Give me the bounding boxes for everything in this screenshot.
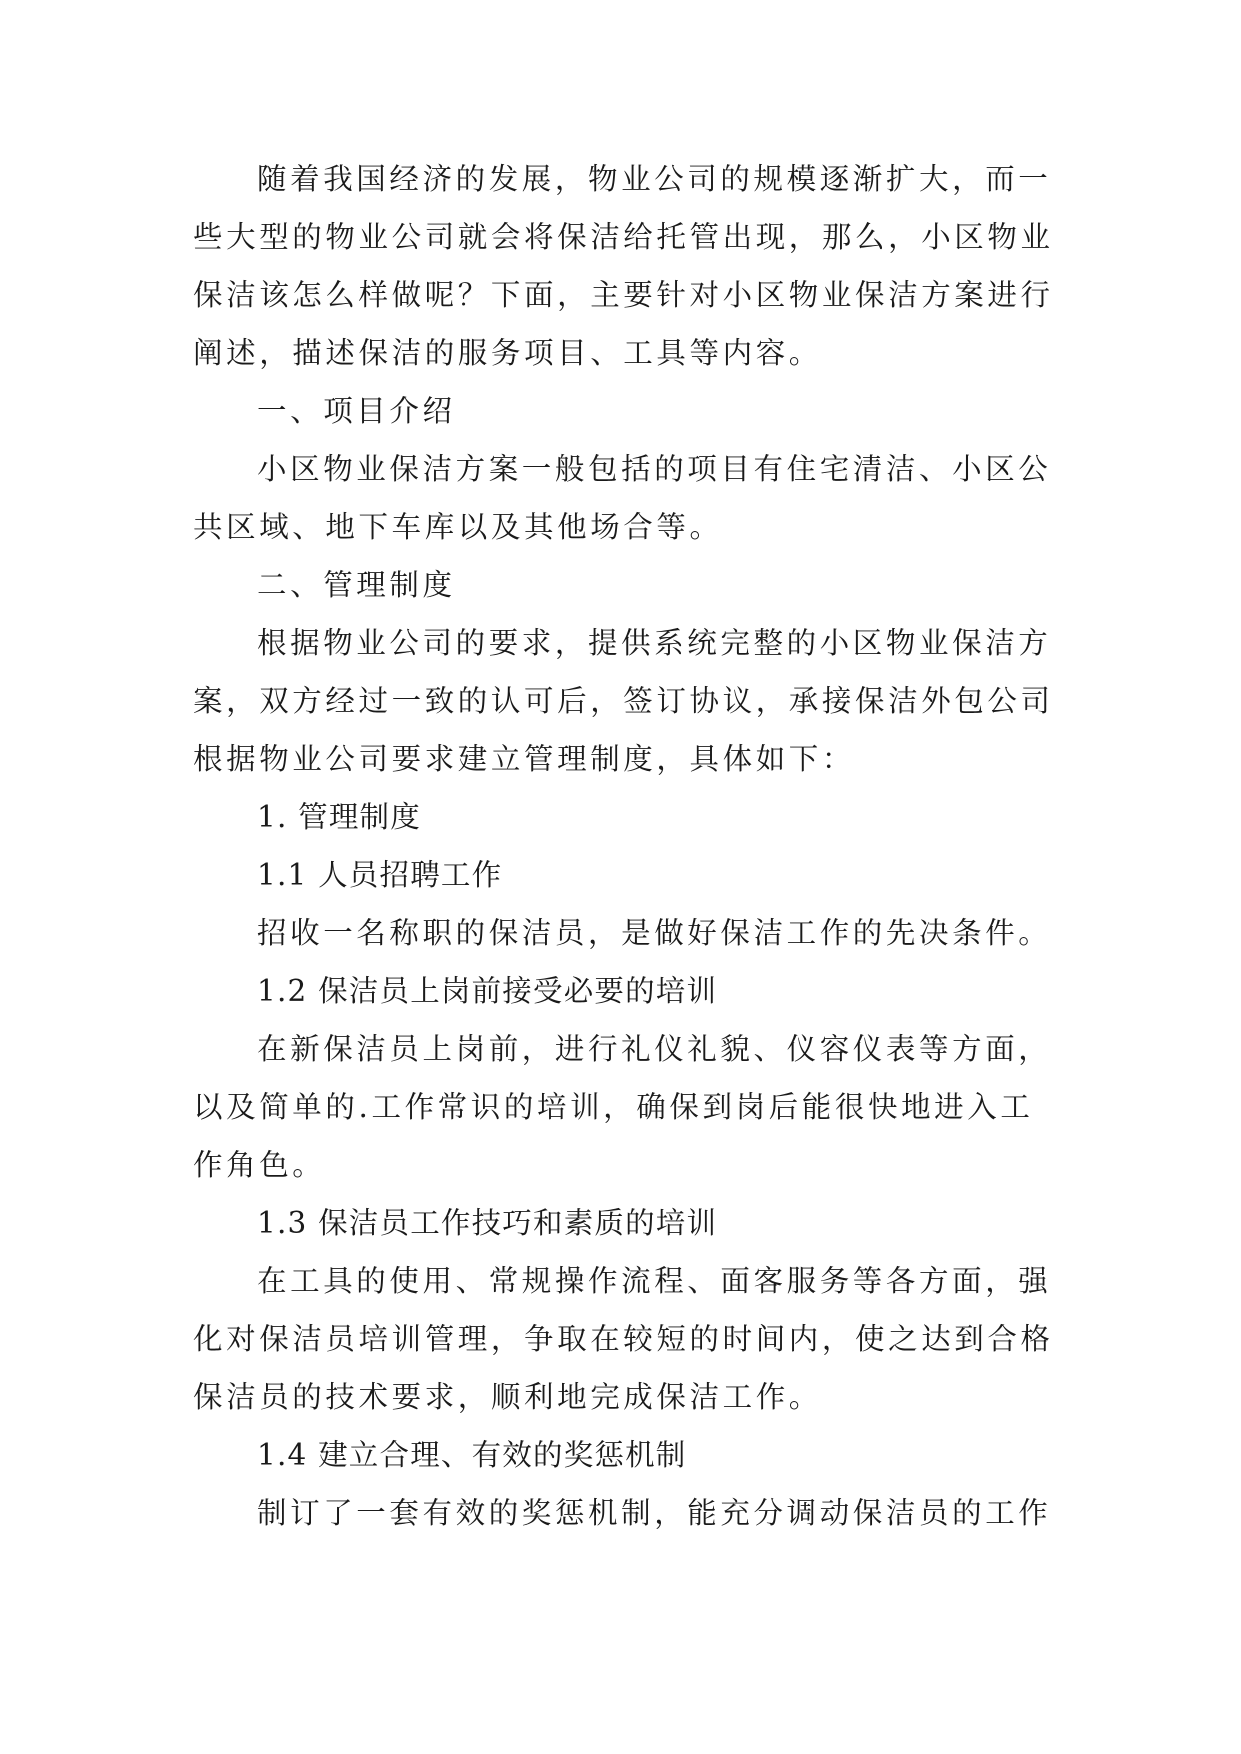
subsection-heading: 1.1 人员招聘工作 [257,858,503,892]
paragraph-line: 根据物业公司要求建立管理制度，具体如下： [193,742,856,776]
subsection-heading: 1.3 保洁员工作技巧和素质的培训 [257,1206,718,1240]
paragraph-line: 根据物业公司的要求，提供系统完整的小区物业保洁方 [257,626,1052,660]
paragraph-line: 保洁该怎么样做呢？下面，主要针对小区物业保洁方案进行 [193,278,1054,312]
paragraph-line: 制订了一套有效的奖惩机制，能充分调动保洁员的工作 [257,1496,1052,1530]
subsection-heading: 1.4 建立合理、有效的奖惩机制 [257,1438,687,1472]
paragraph-line: 案，双方经过一致的认可后，签订协议，承接保洁外包公司 [193,684,1054,718]
paragraph-line: 在新保洁员上岗前，进行礼仪礼貌、仪容仪表等方面， [257,1032,1052,1066]
subsection-heading: 1.2 保洁员上岗前接受必要的培训 [257,974,718,1008]
paragraph-line: 共区域、地下车库以及其他场合等。 [193,510,723,544]
paragraph-line: 在工具的使用、常规操作流程、面客服务等各方面，强 [257,1264,1052,1298]
paragraph-line: 化对保洁员培训管理，争取在较短的时间内，使之达到合格 [193,1322,1054,1356]
section-heading: 一、项目介绍 [257,394,456,428]
paragraph-line: 作角色。 [193,1148,326,1182]
paragraph-line: 随着我国经济的发展，物业公司的规模逐渐扩大，而一 [257,162,1052,196]
paragraph-line: 小区物业保洁方案一般包括的项目有住宅清洁、小区公 [257,452,1052,486]
subsection-heading: 1. 管理制度 [257,800,421,834]
paragraph-line: 阐述，描述保洁的服务项目、工具等内容。 [193,336,822,370]
paragraph-line: 以及简单的.工作常识的培训，确保到岗后能很快地进入工 [193,1090,1034,1124]
document-body [193,150,1053,1542]
section-heading: 二、管理制度 [257,568,456,602]
paragraph-line: 招收一名称职的保洁员，是做好保洁工作的先决条件。 [257,916,1052,950]
paragraph-line: 保洁员的技术要求，顺利地完成保洁工作。 [193,1380,822,1414]
paragraph-line: 些大型的物业公司就会将保洁给托管出现，那么，小区物业 [193,220,1054,254]
